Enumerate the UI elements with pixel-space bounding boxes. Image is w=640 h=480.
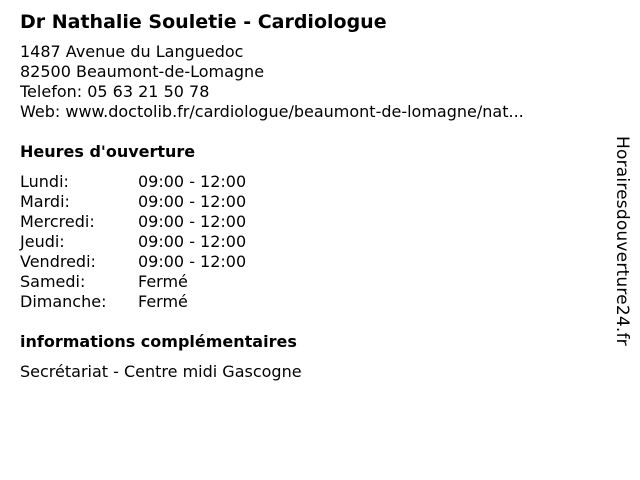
website-link[interactable]: Web: www.doctolib.fr/cardiologue/beaumont-de-lomagne/nat... (20, 102, 524, 121)
phone-number: Telefon: 05 63 21 50 78 (20, 82, 210, 101)
site-watermark: Horairesdouverture24.fr (612, 136, 632, 346)
business-card (20, 10, 600, 382)
hours-row-thursday (20, 232, 600, 252)
hours-time: 09:00 - 12:00 (138, 192, 247, 211)
hours-row-monday (20, 172, 600, 192)
hours-day: Mercredi: (20, 212, 95, 231)
hours-time: Fermé (138, 292, 188, 311)
hours-time: 09:00 - 12:00 (138, 252, 247, 271)
hours-row-tuesday (20, 192, 600, 212)
address-city: 82500 Beaumont-de-Lomagne (20, 62, 265, 81)
opening-hours-heading: Heures d'ouverture (20, 142, 196, 161)
hours-time: 09:00 - 12:00 (138, 172, 247, 191)
hours-day: Samedi: (20, 272, 86, 291)
hours-day: Vendredi: (20, 252, 96, 271)
hours-day: Jeudi: (20, 232, 65, 251)
hours-day: Dimanche: (20, 292, 107, 311)
hours-row-friday (20, 252, 600, 272)
additional-info-heading: informations complémentaires (20, 332, 297, 351)
hours-time: Fermé (138, 272, 188, 291)
hours-row-saturday (20, 272, 600, 292)
opening-hours-list (20, 172, 600, 312)
hours-day: Mardi: (20, 192, 70, 211)
address-street: 1487 Avenue du Languedoc (20, 42, 244, 61)
hours-time: 09:00 - 12:00 (138, 212, 247, 231)
hours-day: Lundi: (20, 172, 69, 191)
additional-info-text: Secrétariat - Centre midi Gascogne (20, 362, 302, 381)
hours-row-wednesday (20, 212, 600, 232)
hours-time: 09:00 - 12:00 (138, 232, 247, 251)
page-title: Dr Nathalie Souletie - Cardiologue (20, 11, 387, 33)
hours-row-sunday (20, 292, 600, 312)
